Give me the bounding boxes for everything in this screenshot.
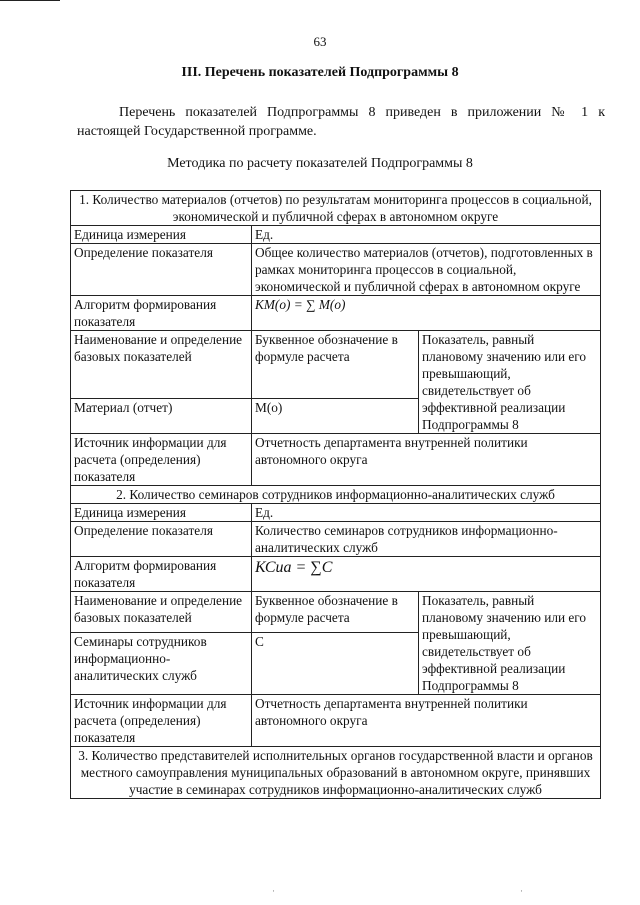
page-number: 63 bbox=[313, 34, 327, 49]
definition-label: Определение показателя bbox=[71, 522, 252, 557]
unit-label: Единица измерения bbox=[71, 226, 252, 244]
table-row bbox=[71, 747, 601, 799]
algorithm-formula: КМ(о) = ∑ М(о) bbox=[252, 296, 601, 331]
effectiveness-note: Показатель, равный плановому значению или его превышающий, свидетельствует об эффективной реализации Подпрограммы 8 bbox=[419, 592, 601, 695]
table-row bbox=[71, 486, 601, 504]
base-item-label: Семинары сотрудников информационно-аналитических служб bbox=[71, 633, 252, 695]
algorithm-label: Алгоритм формирования показателя bbox=[71, 557, 252, 592]
source-label: Источник информации для расчета (определения) показателя bbox=[71, 434, 252, 486]
algorithm-label: Алгоритм формирования показателя bbox=[71, 296, 252, 331]
table-row bbox=[71, 504, 601, 522]
indicators-table bbox=[70, 190, 601, 799]
symbol-header: Буквенное обозначение в формуле расчета bbox=[252, 331, 419, 399]
base-item-label: Материал (отчет) bbox=[71, 399, 252, 434]
source-label: Источник информации для расчета (определения) показателя bbox=[71, 695, 252, 747]
section-heading: III. Перечень показателей Подпрограммы 8 bbox=[181, 65, 459, 80]
table-row bbox=[71, 226, 601, 244]
table-row bbox=[71, 522, 601, 557]
indicator-1-title: 1. Количество материалов (отчетов) по результатам мониторинга процессов в социальной, экономической и публичной сферах в автономном округе bbox=[71, 191, 601, 226]
definition-label: Определение показателя bbox=[71, 244, 252, 296]
top-rule bbox=[0, 0, 60, 1]
table-row bbox=[71, 695, 601, 747]
indicator-3-title: 3. Количество представителей исполнительных органов государственной власти и органов местного самоуправления муниципальных образований в автономном округе, принявших участие в семинарах сотрудников информационно-аналитических служб bbox=[71, 747, 601, 799]
table-row bbox=[71, 557, 601, 592]
definition-value: Количество семинаров сотрудников информационно-аналитических служб bbox=[252, 522, 601, 557]
symbol-header: Буквенное обозначение в формуле расчета bbox=[252, 592, 419, 633]
table-row bbox=[71, 296, 601, 331]
table-row bbox=[71, 434, 601, 486]
definition-value: Общее количество материалов (отчетов), подготовленных в рамках мониторинга процессов в социальной, экономической и публичной сферах в автономном округе bbox=[252, 244, 601, 296]
base-indicators-label: Наименование и определение базовых показателей bbox=[71, 331, 252, 399]
source-value: Отчетность департамента внутренней политики автономного округа bbox=[252, 695, 601, 747]
table-row bbox=[71, 244, 601, 296]
table-row bbox=[71, 592, 601, 633]
indicator-2-title: 2. Количество семинаров сотрудников информационно-аналитических служб bbox=[71, 486, 601, 504]
effectiveness-note: Показатель, равный плановому значению или его превышающий, свидетельствует об эффективной реализации Подпрограммы 8 bbox=[419, 331, 601, 434]
base-item-symbol: С bbox=[252, 633, 419, 695]
table-row bbox=[71, 331, 601, 399]
table-row bbox=[71, 191, 601, 226]
unit-label: Единица измерения bbox=[71, 504, 252, 522]
intro-paragraph: Перечень показателей Подпрограммы 8 приведен в приложении № 1 к настоящей Государственной программе. bbox=[77, 105, 605, 139]
source-value: Отчетность департамента внутренней политики автономного округа bbox=[252, 434, 601, 486]
unit-value: Ед. bbox=[252, 226, 601, 244]
scan-speck: · bbox=[272, 886, 275, 896]
base-indicators-label: Наименование и определение базовых показателей bbox=[71, 592, 252, 633]
scan-speck: · bbox=[520, 886, 523, 896]
base-item-symbol: М(о) bbox=[252, 399, 419, 434]
unit-value: Ед. bbox=[252, 504, 601, 522]
algorithm-formula: КСиа = ∑С bbox=[252, 557, 601, 592]
methodology-title: Методика по расчету показателей Подпрограммы 8 bbox=[167, 156, 473, 171]
